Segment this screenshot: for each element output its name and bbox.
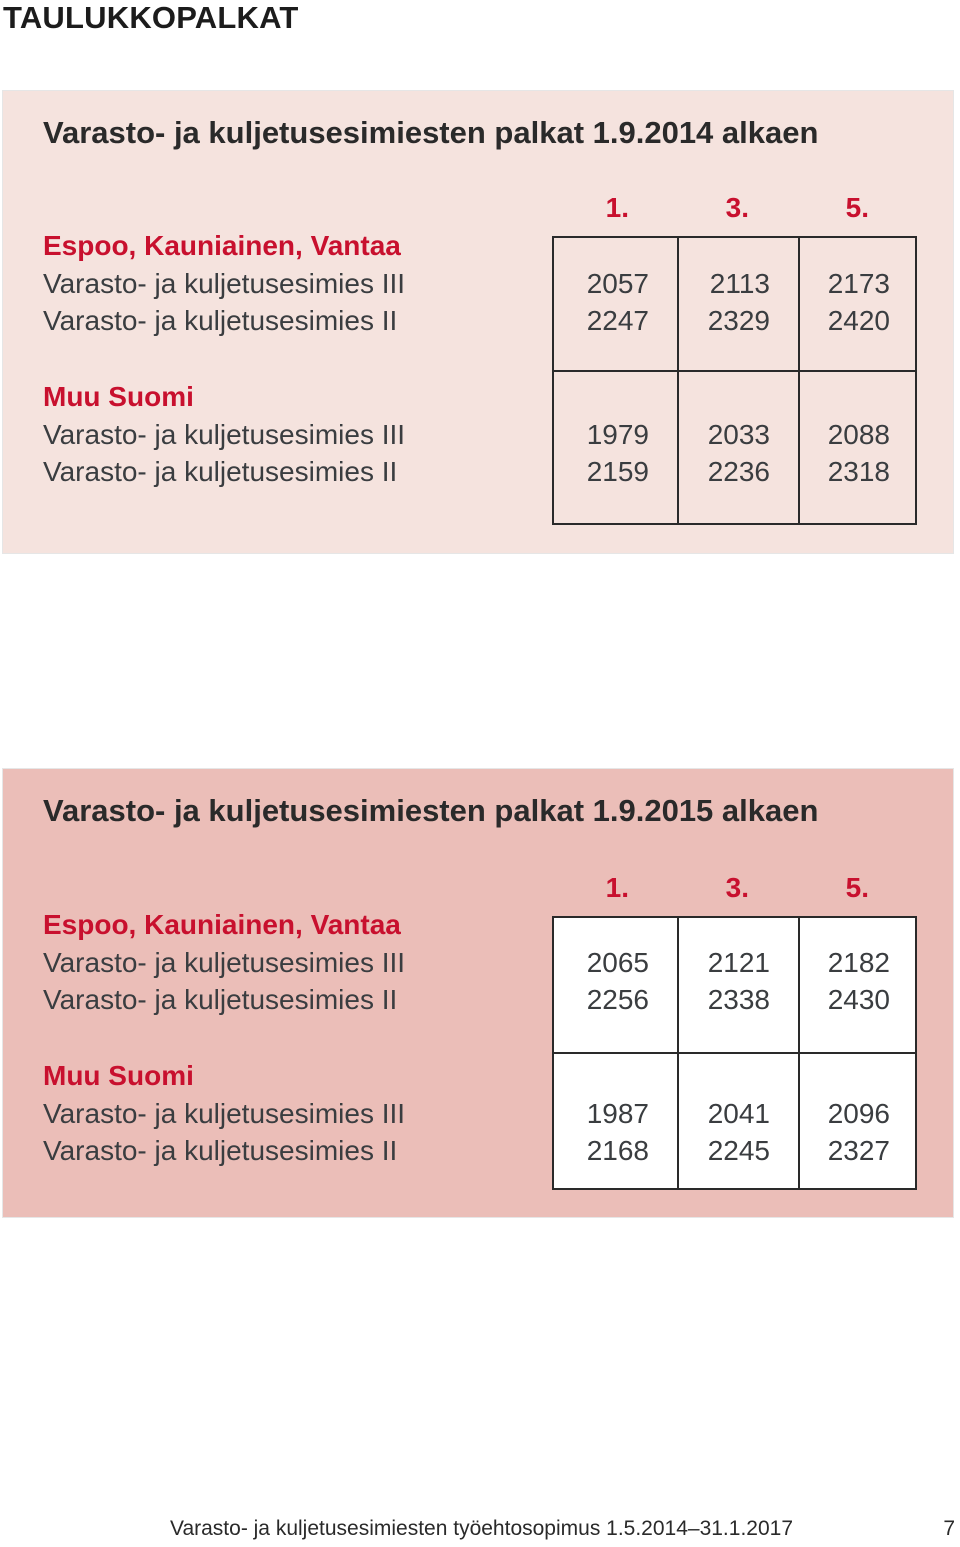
page-number: 7 (943, 1517, 955, 1540)
table-title: Varasto- ja kuljetusesimiesten palkat 1.9.2015 alkaen (43, 793, 819, 828)
table-cell: 2236 (707, 456, 770, 487)
table-cell: 2327 (827, 1135, 890, 1166)
row-label: Varasto- ja kuljetusesimies III (43, 1098, 406, 1129)
region-heading-muu-suomi: Muu Suomi (43, 1060, 194, 1091)
column-header-3: 3. (725, 872, 749, 903)
table-title: Varasto- ja kuljetusesimiesten palkat 1.9.2014 alkaen (43, 115, 819, 150)
region-heading-espoo: Espoo, Kauniainen, Vantaa (43, 230, 401, 261)
table-cell: 2420 (827, 305, 890, 336)
table-cell: 2113 (709, 268, 770, 299)
table-cell: 2318 (827, 456, 890, 487)
table-cell: 2065 (586, 947, 649, 978)
table-cell: 2121 (707, 947, 770, 978)
column-header-5: 5. (845, 872, 869, 903)
column-header-1: 1. (605, 192, 629, 223)
page-heading: TAULUKKOPALKAT (3, 0, 299, 35)
footer-text: Varasto- ja kuljetusesimiesten työehtosopimus 1.5.2014–31.1.2017 (170, 1517, 793, 1540)
table-cell: 2057 (586, 268, 649, 299)
table-cell: 1987 (586, 1098, 649, 1129)
table-cell: 2088 (827, 419, 890, 450)
grid-divider (554, 370, 915, 372)
region-heading-muu-suomi: Muu Suomi (43, 381, 194, 412)
table-cell: 2256 (586, 984, 649, 1015)
table-cell: 2159 (586, 456, 649, 487)
grid-divider (554, 1052, 915, 1054)
row-label: Varasto- ja kuljetusesimies II (43, 456, 398, 487)
table-cell: 2096 (827, 1098, 890, 1129)
table-cell: 2173 (827, 268, 890, 299)
column-header-1: 1. (605, 872, 629, 903)
table-cell: 2430 (827, 984, 890, 1015)
row-label: Varasto- ja kuljetusesimies II (43, 1135, 398, 1166)
table-cell: 2033 (707, 419, 770, 450)
table-cell: 2182 (827, 947, 890, 978)
table-cell: 2041 (707, 1098, 770, 1129)
grid-divider (677, 238, 679, 523)
column-header-3: 3. (725, 192, 749, 223)
column-header-5: 5. (845, 192, 869, 223)
row-label: Varasto- ja kuljetusesimies III (43, 268, 406, 299)
salary-table-2015 (2, 768, 954, 1218)
table-cell: 2247 (586, 305, 649, 336)
table-cell: 2245 (707, 1135, 770, 1166)
row-label: Varasto- ja kuljetusesimies III (43, 419, 406, 450)
table-cell: 2338 (707, 984, 770, 1015)
salary-table-2014 (2, 90, 954, 554)
row-label: Varasto- ja kuljetusesimies II (43, 984, 398, 1015)
row-label: Varasto- ja kuljetusesimies II (43, 305, 398, 336)
table-cell: 1979 (586, 419, 649, 450)
table-cell: 2329 (707, 305, 770, 336)
row-label: Varasto- ja kuljetusesimies III (43, 947, 406, 978)
region-heading-espoo: Espoo, Kauniainen, Vantaa (43, 909, 401, 940)
table-cell: 2168 (586, 1135, 649, 1166)
